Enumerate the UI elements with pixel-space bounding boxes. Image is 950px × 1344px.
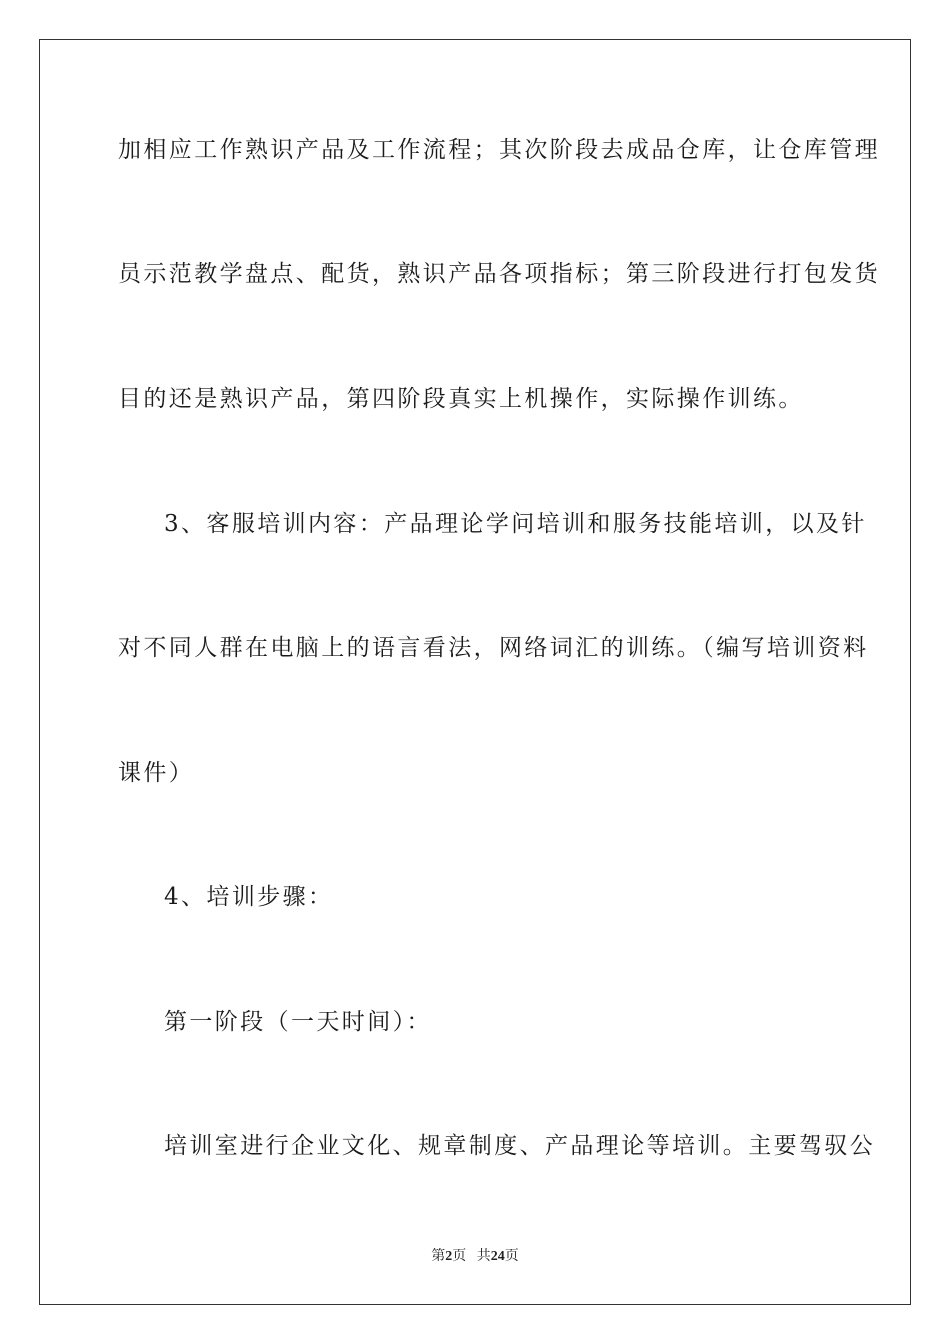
body-text-line-9: 培训室进行企业文化、规章制度、产品理论等培训。主要驾驭公 — [164, 1133, 876, 1159]
page-border — [39, 39, 911, 1305]
page-suffix: 页 — [452, 1249, 467, 1264]
page-footer — [0, 1248, 950, 1266]
body-text-line-6: 课件） — [118, 760, 195, 786]
body-text-line-4: 3、客服培训内容：产品理论学问培训和服务技能培训，以及针 — [164, 511, 867, 537]
body-text-line-8: 第一阶段（一天时间）： — [164, 1009, 432, 1035]
body-text-line-1: 加相应工作熟识产品及工作流程；其次阶段去成品仓库，让仓库管理 — [118, 137, 880, 163]
body-text-line-2: 员示范教学盘点、配货，熟识产品各项指标；第三阶段进行打包发货 — [118, 261, 880, 287]
page-number: 2 — [445, 1249, 453, 1264]
body-text-line-3: 目的还是熟识产品，第四阶段真实上机操作，实际操作训练。 — [118, 386, 804, 412]
total-suffix: 页 — [504, 1249, 519, 1264]
page-prefix: 第 — [431, 1249, 446, 1264]
body-text-line-7: 4、培训步骤： — [164, 884, 334, 910]
total-prefix: 共 — [476, 1249, 491, 1264]
body-text-line-5: 对不同人群在电脑上的语言看法，网络词汇的训练。（编写培训资料 — [118, 635, 869, 661]
total-pages: 24 — [490, 1249, 505, 1264]
